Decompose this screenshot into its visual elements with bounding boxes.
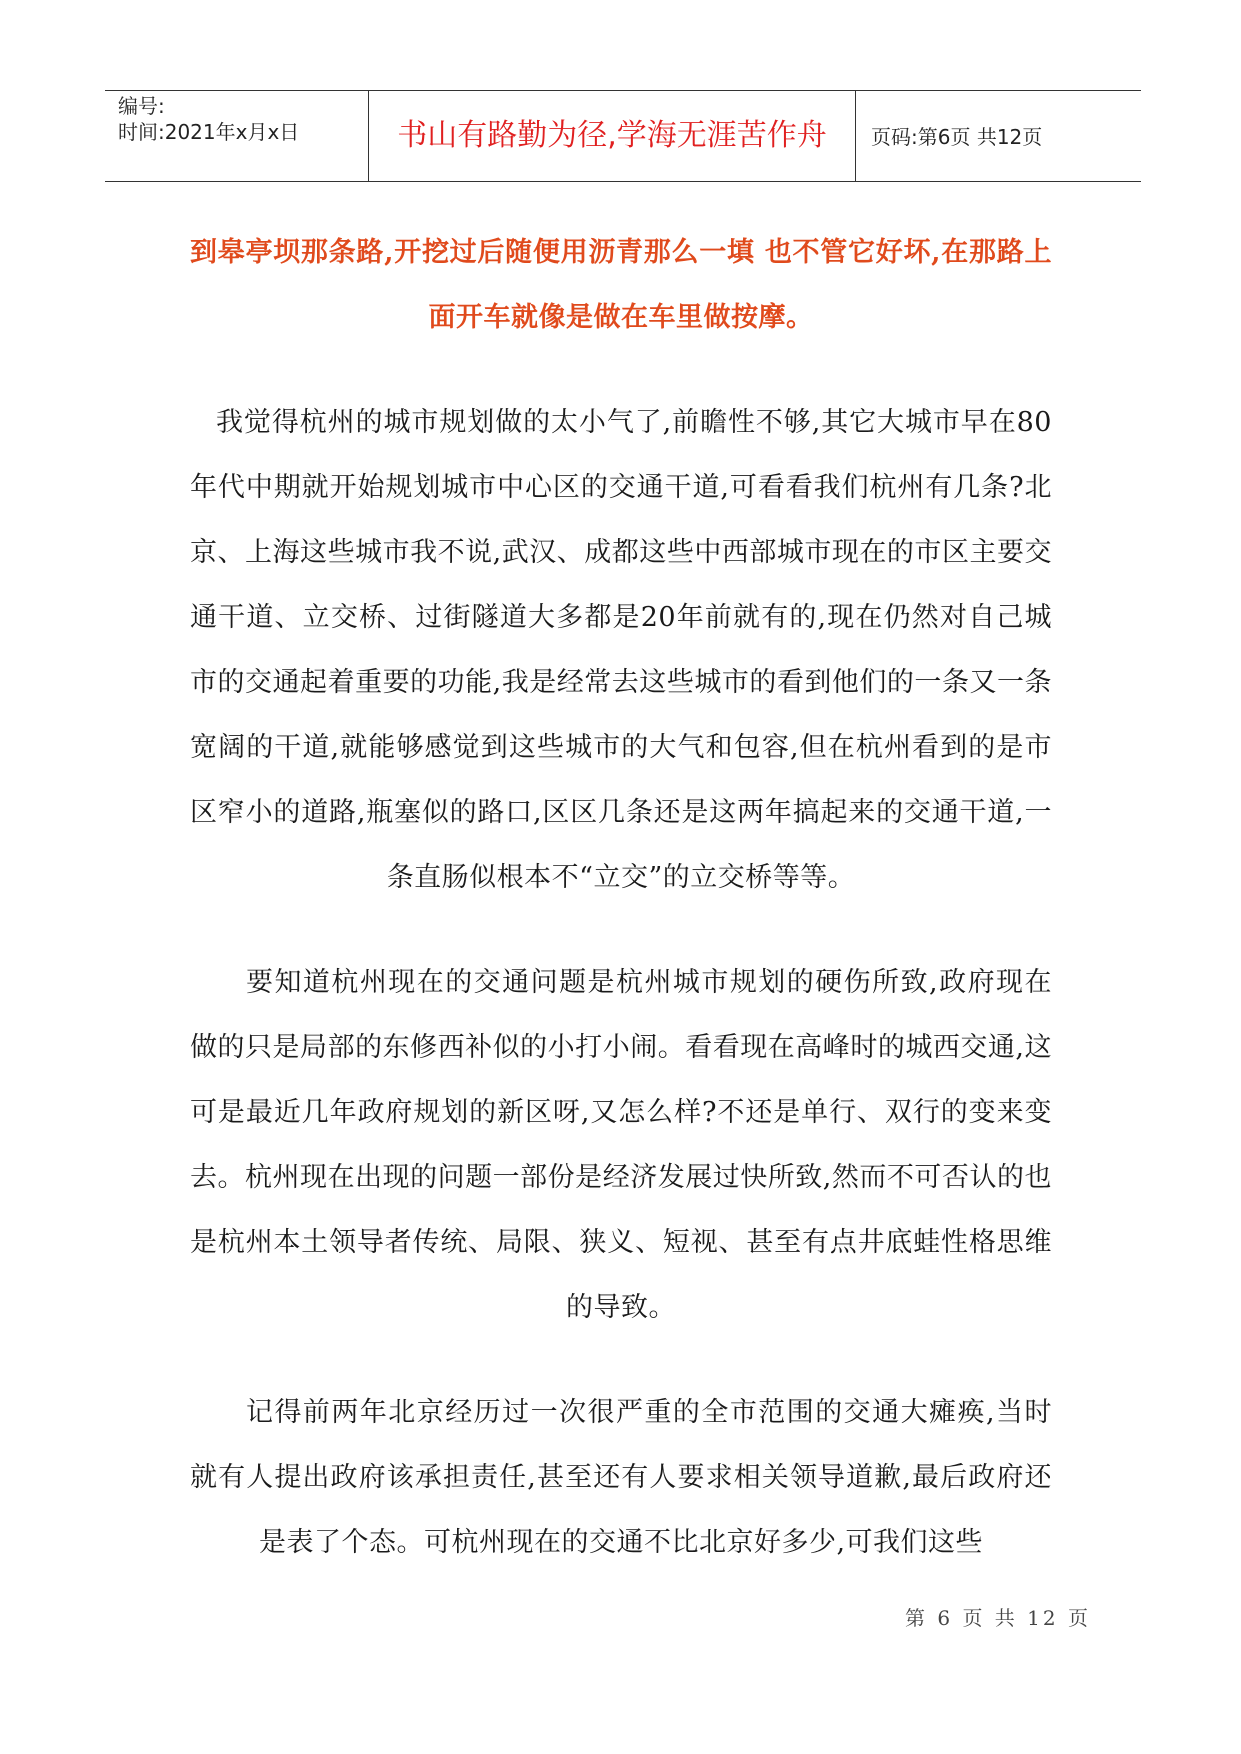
header-right-cell <box>856 91 1141 181</box>
header-left-cell <box>105 91 369 181</box>
paragraph-traffic-problem: 要知道杭州现在的交通问题是杭州城市规划的硬伤所致,政府现在做的只是局部的东修西补似的小打小闹。看看现在高峰时的城西交通,这可是最近几年政府规划的新区呀,又怎么样?不还是单行、双行的变来变去。杭州现在出现的问题一部份是经济发展过快所致,然而不可否认的也是杭州本土领导者传统、局限、狭义、短视、甚至有点井底蛙性格思维的导致。 <box>190 967 1052 1323</box>
paragraph-city-planning: 我觉得杭州的城市规划做的太小气了,前瞻性不够,其它大城市早在80年代中期就开始规划城市中心区的交通干道,可看看我们杭州有几条?北京、上海这些城市我不说,武汉、成都这些中西部城市现在的市区主要交通干道、立交桥、过街隧道大多都是20年前就有的,现在仍然对自己城市的交通起着重要的功能,我是经常去这些城市的看到他们的一条又一条宽阔的干道,就能够感觉到这些城市的大气和包容,但在杭州看到的是市区窄小的道路,瓶塞似的路口,区区几条还是这两年搞起来的交通干道,一条直肠似根本不“立交”的立交桥等等。 <box>190 407 1052 893</box>
header-center-cell <box>369 91 856 181</box>
document-number-label: 编号: <box>118 94 165 118</box>
document-time-label: 时间:2021年x月x日 <box>118 120 300 144</box>
page-header <box>105 90 1141 182</box>
page-footer: 第 6 页 共 12 页 <box>905 1606 1091 1630</box>
paragraph-beijing-traffic: 记得前两年北京经历过一次很严重的全市范围的交通大瘫痪,当时就有人提出政府该承担责任,甚至还有人要求相关领导道歉,最后政府还是表了个态。可杭州现在的交通不比北京好多少,可我们这些 <box>190 1397 1052 1558</box>
header-page-label: 页码:第6页 共12页 <box>871 125 1043 149</box>
document-body <box>190 220 1052 1575</box>
header-motto: 书山有路勤为径,学海无涯苦作舟 <box>397 118 827 153</box>
paragraph-highlighted: 到皋亭坝那条路,开挖过后随便用沥青那么一填 也不管它好坏,在那路上面开车就像是做在车里做按摩。 <box>190 237 1052 333</box>
